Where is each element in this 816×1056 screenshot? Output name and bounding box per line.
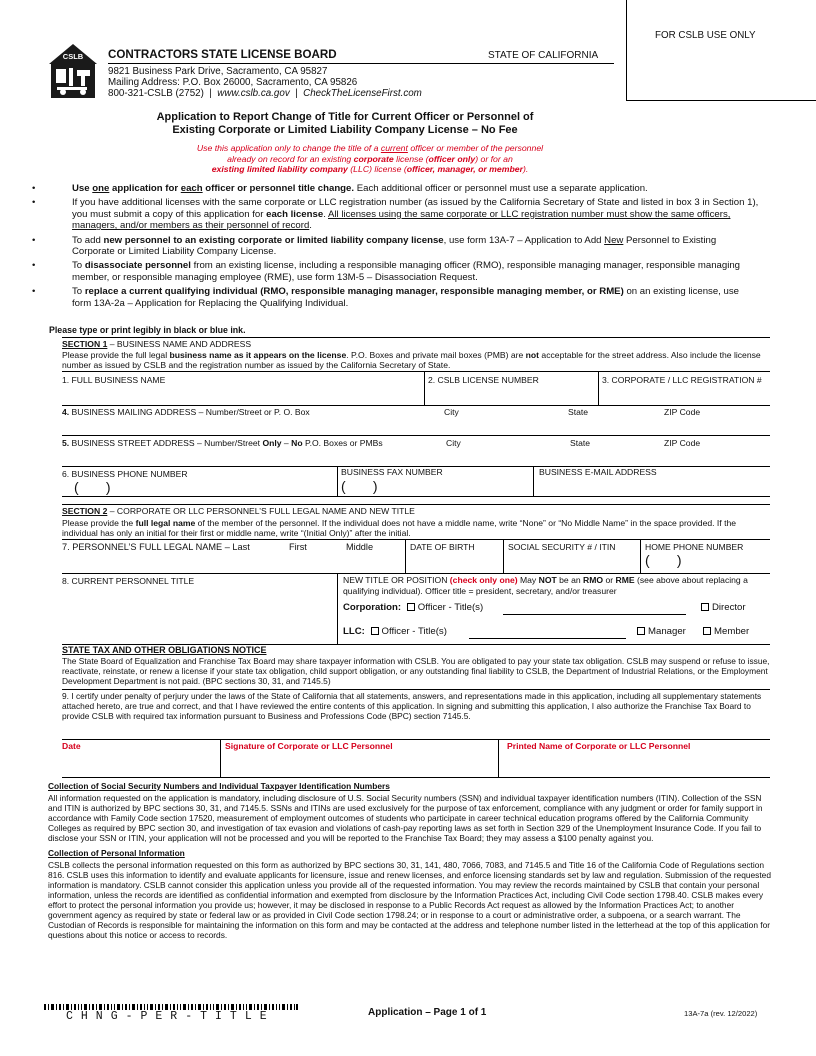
business-phone-label: 6. BUSINESS PHONE NUMBER — [62, 469, 188, 479]
mailing-address-label: 4. BUSINESS MAILING ADDRESS – Number/Street or P. O. Box — [62, 407, 310, 417]
personal-info-text: CSLB collects the personal information requested on this form as authorized by BPC sections 30, 31, 141, 480, 7066, 7083, and 7145.5 and Title 16 of the California Code of Regulations section 816. CSLB uses this information to identify and evaluate applicants for licensure, issue and renew licenses, and enforce licensing standards set by law and regulation. Submission of the requested information is mandatory. CSLB cannot consider this application unless you provide all of the requested information. You may review the records maintained by CSLB that contain your personal information, unless the records are identified as confidential information and exempted from disclosure by the Information Practices Act, including Civil Code section 1798.40. CSLB makes every effort to protect the personal information you provide us; however, it may be disclosed in response to a Public Records Act request as allowed by the Information Practices Act; to another government agency as required by state or federal law or as provided in Civil Code section 1798.24; or in response to a court or administrative order, a subpoena, or a search warrant. The Custodian of Records is responsible for maintaining the information on this form and may be contacted at the address and telephone number listed in the letterhead at the top of this application for questions about this notice or access to records. — [48, 859, 771, 941]
manager-option: Manager — [634, 626, 686, 638]
member-checkbox[interactable] — [703, 627, 711, 635]
header-rule — [108, 63, 614, 64]
manager-checkbox[interactable] — [637, 627, 645, 635]
member-option: Member — [700, 626, 749, 638]
ssn-itin-label: SOCIAL SECURITY # / ITIN — [508, 542, 616, 552]
state-label: STATE OF CALIFORNIA — [488, 50, 599, 61]
personnel-name-label: 7. PERSONNEL’S FULL LEGAL NAME – Last — [62, 542, 250, 552]
llc-officer-checkbox[interactable] — [371, 627, 379, 635]
list-item: • To disassociate personnel from an existing license, including a responsible managing officer (RMO), responsible managing manager, responsible managing member, or responsible managing employee (RME), use form 13M-5 – Disassociation Request. — [32, 260, 760, 283]
llc-officer-title-field[interactable] — [469, 638, 626, 639]
director-option: Director — [698, 602, 746, 614]
business-email-label: BUSINESS E-MAIL ADDRESS — [539, 467, 657, 477]
director-checkbox[interactable] — [701, 603, 709, 611]
contact-line: 800-321-CSLB (2752) | www.cslb.ca.gov | CheckTheLicenseFirst.com — [108, 88, 422, 100]
form-number: 13A-7a (rev. 12/2022) — [684, 1009, 758, 1018]
tax-notice — [62, 645, 770, 686]
mailing-address-field[interactable] — [62, 435, 770, 436]
agency-address — [108, 66, 422, 100]
page-label: Application – Page 1 of 1 — [368, 1007, 487, 1018]
phone-number: 800-321-CSLB (2752) — [108, 88, 204, 100]
home-phone-label: HOME PHONE NUMBER — [645, 542, 744, 552]
corp-officer-title-field[interactable] — [503, 614, 686, 615]
usage-note: Use this application only to change the title of a current officer or member of the personnel already on record for an existing corporate license (officer only) or for an existing limited liability company (LLC) license (officer, manager, or member). — [196, 143, 544, 175]
llc-options: LLC: Officer - Title(s) — [343, 626, 447, 637]
registration-number-label: 3. CORPORATE / LLC REGISTRATION # — [602, 375, 762, 385]
privacy-notices — [48, 781, 772, 940]
cslb-use-only-box — [626, 0, 816, 101]
list-item: • To replace a current qualifying individual (RMO, responsible managing manager, responsible managing member, or RME) on an existing license, use form 13A-2a – Application for Replacing the Qualifying Individual. — [32, 286, 760, 309]
current-title-label: 8. CURRENT PERSONNEL TITLE — [62, 576, 195, 586]
section-2-intro: Please provide the full legal name of the member of the personnel. If the individual does not have a middle name, write “None” or “No Middle Name” in the space provided. If the individual has only an initial for their first or middle name, write “(Initial Only)” after the initial. — [62, 518, 737, 539]
tax-notice-text: The State Board of Equalization and Franchise Tax Board may share taxpayer information with CSLB. You are obligated to pay your state tax obligation. CSLB may suspend or refuse to issue, reactivate, reinstate, or renew a license if your state tax obligation, child support obligation, or any outstanding final liability to CSLB, the Department of Industrial Relations, or the Employment Development Department is not paid. (BPC sections 30, 31, and 7145.5) — [62, 655, 770, 686]
full-business-name-label: 1. FULL BUSINESS NAME — [62, 375, 166, 385]
cslb-use-only-label: FOR CSLB USE ONLY — [655, 30, 756, 41]
street-address-label: 5. BUSINESS STREET ADDRESS – Number/Street Only – No P.O. Boxes or PMBs — [62, 438, 383, 448]
form-title: Application to Report Change of Title for Current Officer or Personnel of Existing Corporate or Limited Liability Company License – No Fee — [156, 111, 534, 136]
new-title-instructions: NEW TITLE OR POSITION (check only one) May NOT be an RMO or RME (see above about replacing a qualifying individual). Officer title = president, secretary, and/or treasurer — [343, 575, 748, 596]
printed-name-label: Printed Name of Corporate or LLC Personnel — [507, 741, 691, 751]
signature-label: Signature of Corporate or LLC Personnel — [225, 741, 393, 751]
personal-info-title: Collection of Personal Information — [48, 847, 185, 858]
street-address: 9821 Business Park Drive, Sacramento, CA 95827 — [108, 66, 328, 77]
ssn-section-title: Collection of Social Security Numbers and Individual Taxpayer Identification Numbers — [48, 781, 390, 791]
business-name-field[interactable] — [62, 405, 770, 406]
personnel-name-field[interactable] — [62, 573, 770, 574]
date-of-birth-label: DATE OF BIRTH — [410, 542, 475, 552]
cslb-logo — [47, 42, 99, 100]
business-contact-field[interactable] — [62, 496, 770, 497]
website-link[interactable]: www.cslb.ca.gov — [217, 88, 290, 100]
section-1-intro: Please provide the full legal business name as it appears on the license. P.O. Boxes and private mail boxes (PMB) are not acceptable for the street address. Also include the license number as issued by CSLB and the registration number as issued by the California Secretary of State. — [62, 350, 761, 371]
list-item: • To add new personnel to an existing corporate or limited liability company license, use form 13A-7 – Application to Add New Personnel to Existing Corporate or Limited Liability Company License. — [32, 235, 760, 258]
agency-name: CONTRACTORS STATE LICENSE BOARD — [108, 48, 337, 61]
cslb-license-number-label: 2. CSLB LICENSE NUMBER — [428, 375, 539, 385]
corp-officer-checkbox[interactable] — [407, 603, 415, 611]
list-item: • Use one application for each officer or personnel title change. Each additional officer or personnel must use a separate application. — [32, 183, 760, 194]
certification-text: 9. I certify under penalty of perjury under the laws of the State of California that all statements, answers, and representations made in this application, including all supplementary statements attached hereto, are true and correct, and that I have reviewed the entire contents of this application. In signing and submitting this application, I also authorize the Franchise Tax Board to provide CSLB with required tax information pursuant to Business and Professions Code (BPC) section 7145.5. — [62, 691, 762, 722]
application-form: SECTION 1 – BUSINESS NAME AND ADDRESS Please provide the full legal business name as it appears on the license. P.O. Boxes and private mail boxes (PMB) are not acceptable for the street address. Also include the license number as issued by CSLB and the registration number as issued by the California Secretary of State. 1. FULL BUSINESS NAME 2. CSLB LICENSE NUMBER 3. CORPORATE / LLC REGISTRATION # 4. BUSINESS MAILING ADDRESS – Number/Street or P. O. Box City State ZIP Code 5. BUSINESS STREET ADDRESS – Number/Street Only – No P.O. Boxes or PMBs City State ZIP Code 6. BUSINESS PHONE NUMBER ( ) BUSINESS FAX NUMBER ( ) BUSINESS E-MAIL ADDRESS SECTION 2 – CORPORATE OR LLC PERSONNEL’S FULL LEGAL NAME AND NEW TITLE Please provide the full legal name of the member of the personnel. If the individual does not have a middle name, write “None” or “No Middle Name” in the space provided. If the individual has only an initial for their first or middle name, write “(Initial Only)” after the initial. 7. PERSONNEL’S FULL LEGAL NAME – Last First Middle DATE OF BIRTH SOCIAL SECURITY # / ITIN HOME PHONE NUMBER ( ) 8. CURRENT PERSONNEL TITLE NEW TITLE OR POSITION (check only one) May NOT be an RMO or RME (see above about replacing a qualifying individual). Officer title = president, secretary, and/or treasurer Corporation: Officer - Title(s) Director LLC: Officer - Title(s) Manager Member STATE TAX AND OTHER OBLIGATIONS NOTICE The State Board of Equalization and Franchise Tax Board may share taxpayer information with CSLB. You are obligated to pay your state tax obligation. CSLB may suspend or refuse to issue, reactivate, reinstate, or renew a license if your state tax obligation, child support obligation, or any outstanding final liability to CSLB, the Department of Industrial Relations, or the Employment Development Department is not paid. (BPC sections 30, 31, and 7145.5) 9. I certify under penalty of perjury under the laws of the State of California that all statements, answers, and representations made in this application, including all supplementary statements attached hereto, are true and correct, and that I have reviewed the entire contents of this application. In signing and submitting this application, I also authorize the Franchise Tax Board to provide CSLB with required tax information pursuant to Business and Professions Code (BPC) section 7145.5. Date Signature of Corporate or LLC Personnel Printed Name of Corporate or LLC Personnel — [62, 337, 770, 777]
corporation-options: Corporation: Officer - Title(s) — [343, 602, 484, 613]
signature-field[interactable] — [62, 777, 770, 778]
ink-instruction: Please type or print legibly in black or blue ink. — [49, 325, 246, 335]
section-2-title: SECTION 2 – CORPORATE OR LLC PERSONNEL’S FULL LEGAL NAME AND NEW TITLE — [62, 506, 415, 516]
barcode-text: CHNG-PER-TITLE — [44, 1010, 298, 1024]
instructions-list — [32, 183, 760, 312]
tax-notice-title: STATE TAX AND OTHER OBLIGATIONS NOTICE — [62, 645, 267, 655]
cslb-logo-icon — [47, 42, 99, 100]
date-label: Date — [62, 741, 81, 751]
section-1-title: SECTION 1 – BUSINESS NAME AND ADDRESS — [62, 339, 252, 349]
mailing-address: Mailing Address: P.O. Box 26000, Sacramento, CA 95826 — [108, 77, 358, 89]
list-item: • If you have additional licenses with the same corporate or LLC registration number (as issued by the California Secretary of State and listed in box 3 in Section 1), you must submit a copy of this application for each license. All licenses using the same corporate or LLC registration number must show the same officers, managers, and/or members as their personnel of record. — [32, 197, 760, 231]
logo-text: CSLB — [62, 52, 84, 61]
business-fax-label: BUSINESS FAX NUMBER — [341, 467, 443, 477]
ssn-section-text: All information requested on the application is mandatory, including disclosure of U.S. Social Security numbers (SSN) and individual taxpayer identification numbers (ITIN). Collection of the SSN and ITIN is authorized by BPC sections 30, 31, and 7145.5. SSNs and ITINs are used exclusively for the purpose of tax enforcement, compliance with any judgment or order for family support in accordance with Family Code section 17520, measurement of employment outcomes of students who participate in career technical education programs offered by the California Community Colleges as required by BPC section 30, and investigation of tax evasion and violations of cash-pay reporting laws as set forth in Section 329 of the Unemployment Insurance Code. If you fail to disclose your SSN or ITIN, your application will not be processed and you will be reported to the Franchise Tax Board; they may assess a $100 penalty against you. — [48, 793, 763, 844]
check-license-link[interactable]: CheckTheLicenseFirst.com — [303, 88, 422, 100]
